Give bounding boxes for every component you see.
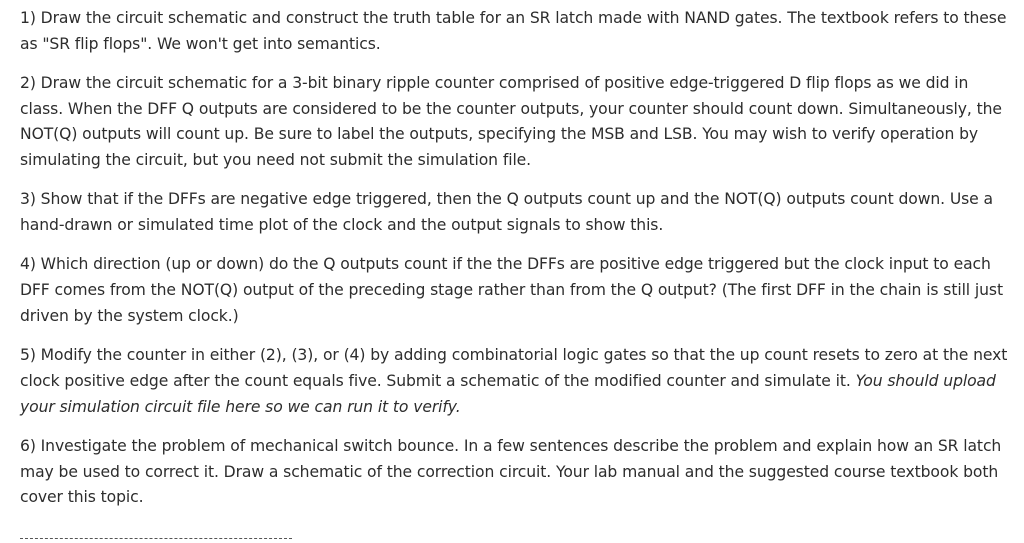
question-5-text: 5) Modify the counter in either (2), (3), or (4) by adding combinatorial logic gates so that the up count resets to zero at the next clock positive edge after the count equals five. Submit a schematic of the modified counter and simulate it. [20,346,1008,390]
question-5 [20,343,1010,420]
question-4-text: 4) Which direction (up or down) do the Q outputs count if the the DFFs are positive edge triggered but the clock input to each DFF comes from the NOT(Q) output of the preceding stage rather than from the Q output? (The first DFF in the chain is still just driven by the system clock.) [20,255,1003,325]
question-6 [20,434,1010,511]
question-3 [20,187,1010,238]
question-2 [20,71,1010,174]
question-3-text: 3) Show that if the DFFs are negative edge triggered, then the Q outputs count up and the NOT(Q) outputs count down. Use a hand-drawn or simulated time plot of the clock and the output signals to show this. [20,190,993,235]
question-4 [20,252,1010,329]
assignment-document [20,6,1010,525]
dashed-divider [20,538,292,539]
question-2-text: 2) Draw the circuit schematic for a 3-bit binary ripple counter comprised of positive edge-triggered D flip flops as we did in class. When the DFF Q outputs are considered to be the counter outputs, your counter should count down. Simultaneously, the NOT(Q) outputs will count up. Be sure to label the outputs, specifying the MSB and LSB. You may wish to verify operation by simulating the circuit, but you need not submit the simulation file. [20,74,1002,170]
question-1 [20,6,1010,57]
question-5-emphasis: You should upload your simulation circuit file here so we can run it to verify. [20,371,996,416]
question-1-text: 1) Draw the circuit schematic and construct the truth table for an SR latch made with NAND gates. The textbook refers to these as "SR flip flops". We won't get into semantics. [20,9,1007,53]
question-6-text: 6) Investigate the problem of mechanical switch bounce. In a few sentences describe the problem and explain how an SR latch may be used to correct it. Draw a schematic of the correction circuit. Your lab manual and the suggested course textbook both cover this topic. [20,436,1002,507]
